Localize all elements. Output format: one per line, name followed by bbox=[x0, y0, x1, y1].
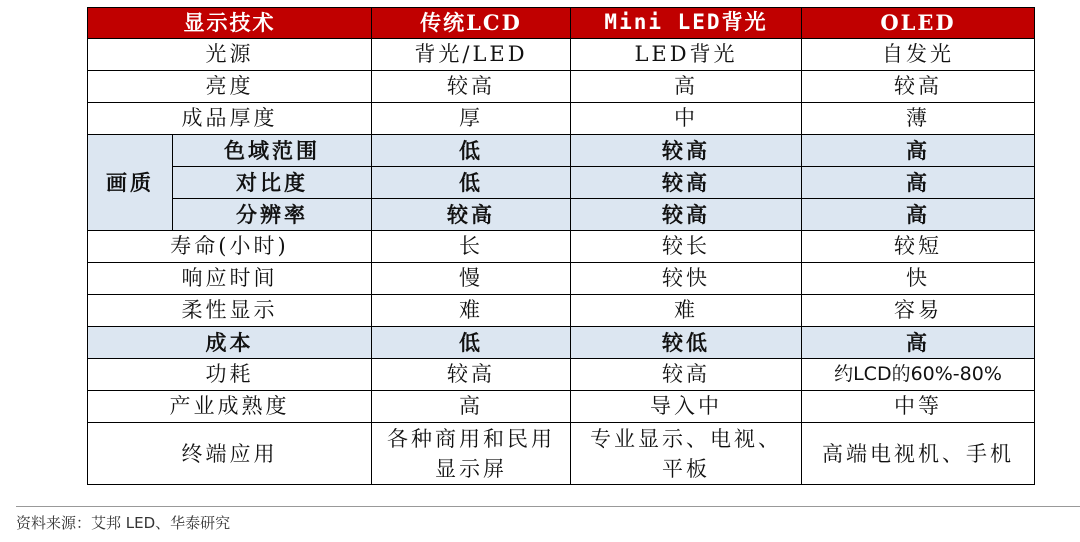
table-row bbox=[88, 199, 1035, 231]
table-row bbox=[88, 359, 1035, 391]
source-divider bbox=[16, 506, 1080, 507]
row-label: 成品厚度 bbox=[88, 103, 372, 135]
cell-lcd: 低 bbox=[372, 135, 571, 167]
row-label: 分辨率 bbox=[173, 199, 372, 231]
cell-mini: 较高 bbox=[571, 135, 802, 167]
cell-lcd: 高 bbox=[372, 391, 571, 423]
source-note: 资料来源：艾邦 LED、华泰研究 bbox=[16, 514, 231, 532]
row-label: 终端应用 bbox=[88, 423, 372, 485]
cell-mini: 难 bbox=[571, 295, 802, 327]
table-row bbox=[88, 71, 1035, 103]
cell-oled: 高 bbox=[802, 327, 1035, 359]
table-row bbox=[88, 391, 1035, 423]
row-label: 功耗 bbox=[88, 359, 372, 391]
header-lcd: 传统LCD bbox=[372, 8, 571, 39]
header-mini-led: Mini LED背光 bbox=[571, 8, 802, 39]
cell-lcd: 难 bbox=[372, 295, 571, 327]
table-row bbox=[88, 423, 1035, 485]
cell-mini: LED背光 bbox=[571, 39, 802, 71]
table-row bbox=[88, 295, 1035, 327]
table-row bbox=[88, 263, 1035, 295]
row-label: 产业成熟度 bbox=[88, 391, 372, 423]
row-label: 亮度 bbox=[88, 71, 372, 103]
table-row bbox=[88, 103, 1035, 135]
cell-oled: 高 bbox=[802, 135, 1035, 167]
cell-mini: 较高 bbox=[571, 359, 802, 391]
row-label: 对比度 bbox=[173, 167, 372, 199]
cell-mini: 导入中 bbox=[571, 391, 802, 423]
cell-lcd: 低 bbox=[372, 327, 571, 359]
group-label-quality: 画质 bbox=[88, 135, 173, 231]
cell-oled: 高 bbox=[802, 167, 1035, 199]
cell-line: 平板 bbox=[662, 456, 710, 481]
row-label: 光源 bbox=[88, 39, 372, 71]
cell-lcd: 背光/LED bbox=[372, 39, 571, 71]
row-label: 成本 bbox=[88, 327, 372, 359]
table-row bbox=[88, 167, 1035, 199]
cell-oled: 高端电视机、手机 bbox=[802, 423, 1035, 485]
cell-mini: 中 bbox=[571, 103, 802, 135]
cell-mini bbox=[571, 423, 802, 485]
row-label: 寿命(小时) bbox=[88, 231, 372, 263]
cell-mini: 较长 bbox=[571, 231, 802, 263]
comparison-table bbox=[87, 7, 1035, 485]
row-label: 响应时间 bbox=[88, 263, 372, 295]
cell-lcd: 较高 bbox=[372, 359, 571, 391]
cell-oled: 快 bbox=[802, 263, 1035, 295]
cell-line: 各种商用和民用 bbox=[387, 426, 555, 451]
header-display-tech: 显示技术 bbox=[88, 8, 372, 39]
cell-oled: 中等 bbox=[802, 391, 1035, 423]
cell-mini: 较快 bbox=[571, 263, 802, 295]
table-row bbox=[88, 327, 1035, 359]
cell-oled: 薄 bbox=[802, 103, 1035, 135]
header-row bbox=[88, 8, 1035, 39]
cell-oled: 约LCD的60%-80% bbox=[802, 359, 1035, 391]
cell-oled: 容易 bbox=[802, 295, 1035, 327]
cell-oled: 较高 bbox=[802, 71, 1035, 103]
cell-lcd: 慢 bbox=[372, 263, 571, 295]
row-label: 色域范围 bbox=[173, 135, 372, 167]
cell-oled: 较短 bbox=[802, 231, 1035, 263]
cell-oled: 自发光 bbox=[802, 39, 1035, 71]
cell-lcd: 长 bbox=[372, 231, 571, 263]
cell-lcd: 较高 bbox=[372, 71, 571, 103]
cell-mini: 较高 bbox=[571, 199, 802, 231]
cell-oled: 高 bbox=[802, 199, 1035, 231]
cell-mini: 高 bbox=[571, 71, 802, 103]
cell-mini: 较低 bbox=[571, 327, 802, 359]
table-row bbox=[88, 231, 1035, 263]
cell-line: 专业显示、电视、 bbox=[590, 426, 782, 451]
table-row bbox=[88, 135, 1035, 167]
cell-mini: 较高 bbox=[571, 167, 802, 199]
cell-lcd: 较高 bbox=[372, 199, 571, 231]
header-oled: OLED bbox=[802, 8, 1035, 39]
cell-lcd: 低 bbox=[372, 167, 571, 199]
table-row bbox=[88, 39, 1035, 71]
cell-lcd: 厚 bbox=[372, 103, 571, 135]
cell-lcd bbox=[372, 423, 571, 485]
cell-line: 显示屏 bbox=[435, 456, 507, 481]
row-label: 柔性显示 bbox=[88, 295, 372, 327]
